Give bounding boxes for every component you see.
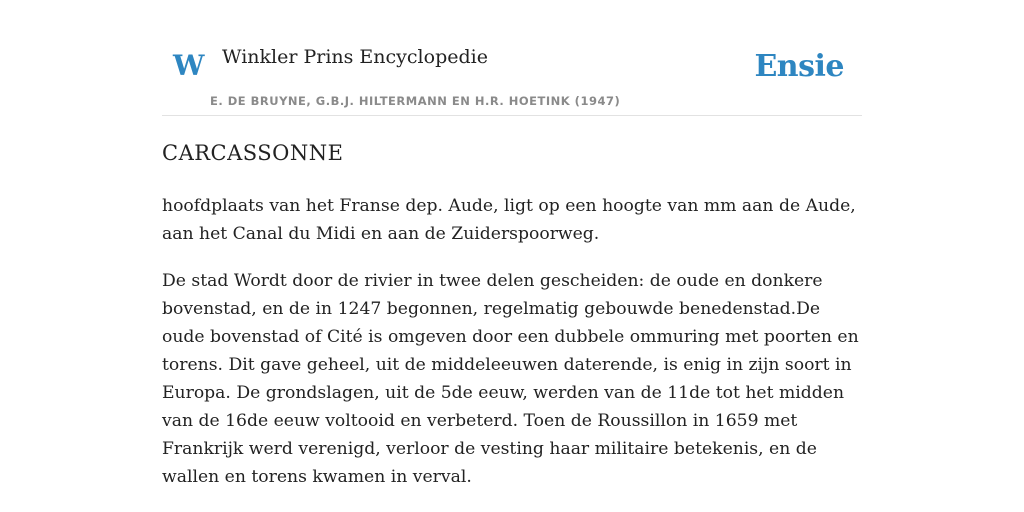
article-title: CARCASSONNE [162, 141, 344, 165]
article-paragraph: hoofdplaats van het Franse dep. Aude, ligt op een hoogte van mm aan de Aude, aan het Canal du Midi en aan de Zuiderspoorweg. [162, 196, 856, 244]
ensie-logo[interactable]: Ensie [754, 49, 844, 84]
source-title[interactable]: Winkler Prins Encyclopedie [222, 46, 488, 68]
content-container [162, 0, 862, 487]
article-paragraph: De stad Wordt door de rivier in twee delen gescheiden: de oude en donkere bovenstad, en de in 1247 begonnen, regelmatig gebouwde benedenstad.De oude bovenstad of Cité is omgeven door een dubbele ommuring met poorten en torens. Dit gave geheel, uit de middeleeuwen daterende, is enig in zijn soort in Europa. De grondslagen, uit de 5de eeuw, werden van de 11de tot het midden van de 16de eeuw voltooid en verbeterd. Toen de Roussillon in 1659 met Frankrijk werd verenigd, verloor de vesting haar militaire betekenis, en de wallen en torens kwamen in verval. [162, 271, 859, 487]
source-logo[interactable]: W [173, 49, 205, 82]
source-authors: E. DE BRUYNE, G.B.J. HILTERMANN EN H.R. HOETINK (1947) [210, 94, 621, 108]
source-header [162, 0, 862, 116]
